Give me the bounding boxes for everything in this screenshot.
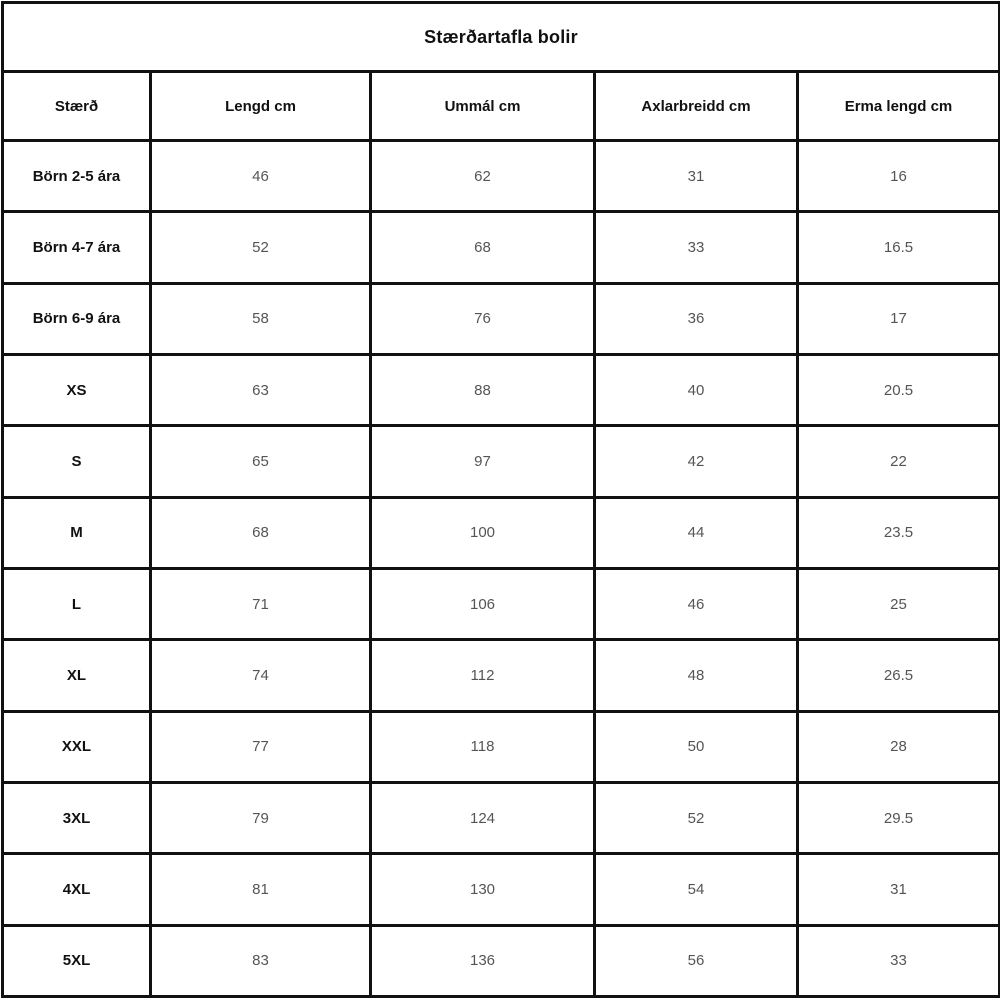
size-label-cell: XL: [3, 640, 151, 711]
circumference-cell: 106: [371, 568, 595, 639]
circumference-cell: 124: [371, 782, 595, 853]
shoulder-width-cell: 54: [595, 854, 798, 925]
shoulder-width-cell: 44: [595, 497, 798, 568]
length-cell: 79: [151, 782, 371, 853]
shoulder-width-cell: 33: [595, 212, 798, 283]
column-header-sleeve-length: Erma lengd cm: [798, 72, 1000, 141]
size-label-cell: L: [3, 568, 151, 639]
sleeve-length-cell: 25: [798, 568, 1000, 639]
table-row: [3, 283, 1000, 354]
length-cell: 68: [151, 497, 371, 568]
circumference-cell: 118: [371, 711, 595, 782]
length-cell: 74: [151, 640, 371, 711]
length-cell: 77: [151, 711, 371, 782]
shoulder-width-cell: 31: [595, 141, 798, 212]
size-label-cell: Börn 2-5 ára: [3, 141, 151, 212]
shoulder-width-cell: 52: [595, 782, 798, 853]
length-cell: 58: [151, 283, 371, 354]
sleeve-length-cell: 26.5: [798, 640, 1000, 711]
length-cell: 81: [151, 854, 371, 925]
shoulder-width-cell: 42: [595, 426, 798, 497]
sleeve-length-cell: 23.5: [798, 497, 1000, 568]
table-row: [3, 711, 1000, 782]
size-label-cell: XS: [3, 354, 151, 425]
circumference-cell: 130: [371, 854, 595, 925]
table-row: [3, 568, 1000, 639]
length-cell: 46: [151, 141, 371, 212]
circumference-cell: 76: [371, 283, 595, 354]
size-label-cell: XXL: [3, 711, 151, 782]
circumference-cell: 62: [371, 141, 595, 212]
circumference-cell: 136: [371, 925, 595, 996]
sleeve-length-cell: 29.5: [798, 782, 1000, 853]
circumference-cell: 68: [371, 212, 595, 283]
size-label-cell: Börn 4-7 ára: [3, 212, 151, 283]
sleeve-length-cell: 31: [798, 854, 1000, 925]
circumference-cell: 97: [371, 426, 595, 497]
length-cell: 71: [151, 568, 371, 639]
sleeve-length-cell: 22: [798, 426, 1000, 497]
sleeve-length-cell: 28: [798, 711, 1000, 782]
size-label-cell: 5XL: [3, 925, 151, 996]
table-row: [3, 354, 1000, 425]
table-body: [3, 141, 1000, 997]
table-row: [3, 854, 1000, 925]
size-label-cell: S: [3, 426, 151, 497]
column-header-size: Stærð: [3, 72, 151, 141]
table-row: [3, 426, 1000, 497]
header-row: [3, 72, 1000, 141]
size-chart-table: [1, 1, 1000, 998]
shoulder-width-cell: 50: [595, 711, 798, 782]
table-row: [3, 640, 1000, 711]
size-label-cell: M: [3, 497, 151, 568]
shoulder-width-cell: 40: [595, 354, 798, 425]
size-label-cell: 4XL: [3, 854, 151, 925]
sleeve-length-cell: 33: [798, 925, 1000, 996]
title-row: [3, 3, 1000, 72]
table-row: [3, 212, 1000, 283]
shoulder-width-cell: 46: [595, 568, 798, 639]
shoulder-width-cell: 36: [595, 283, 798, 354]
column-header-shoulder-width: Axlarbreidd cm: [595, 72, 798, 141]
sleeve-length-cell: 16: [798, 141, 1000, 212]
length-cell: 65: [151, 426, 371, 497]
column-header-circumference: Ummál cm: [371, 72, 595, 141]
circumference-cell: 100: [371, 497, 595, 568]
sleeve-length-cell: 17: [798, 283, 1000, 354]
shoulder-width-cell: 56: [595, 925, 798, 996]
size-label-cell: Börn 6-9 ára: [3, 283, 151, 354]
table-title: Stærðartafla bolir: [3, 3, 1000, 72]
circumference-cell: 88: [371, 354, 595, 425]
sleeve-length-cell: 16.5: [798, 212, 1000, 283]
table-row: [3, 497, 1000, 568]
table-row: [3, 925, 1000, 996]
table-row: [3, 782, 1000, 853]
shoulder-width-cell: 48: [595, 640, 798, 711]
circumference-cell: 112: [371, 640, 595, 711]
column-header-length: Lengd cm: [151, 72, 371, 141]
table-row: [3, 141, 1000, 212]
length-cell: 83: [151, 925, 371, 996]
sleeve-length-cell: 20.5: [798, 354, 1000, 425]
length-cell: 52: [151, 212, 371, 283]
size-label-cell: 3XL: [3, 782, 151, 853]
length-cell: 63: [151, 354, 371, 425]
